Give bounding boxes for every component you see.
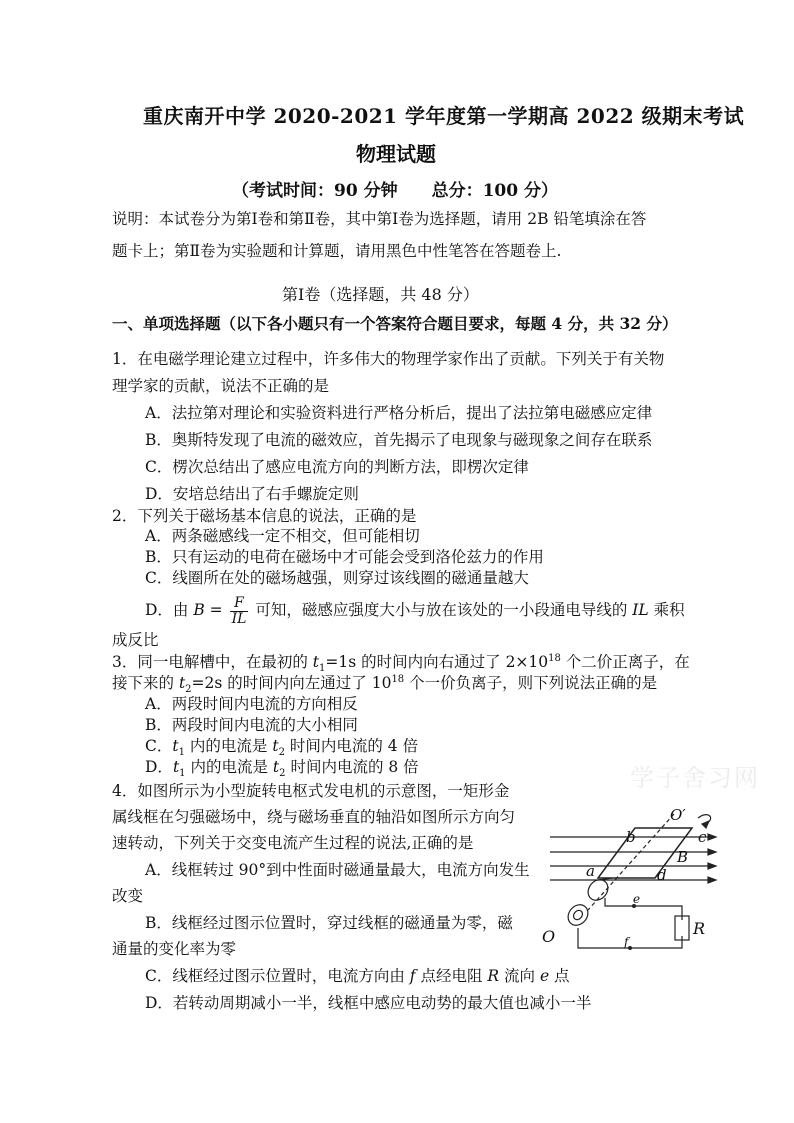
label-c: c — [698, 828, 707, 846]
q2-option-d — [145, 590, 685, 630]
q3-s2a: 接下来的 — [112, 674, 179, 692]
q2-d-eq: = — [204, 601, 228, 619]
q1-option-a: A．法拉第对理论和实验资料进行严格分析后，提出了法拉第电磁感应定律 — [145, 404, 653, 422]
q3-d-s2: 2 — [279, 768, 286, 780]
q4-c-mid2: 流向 — [499, 967, 540, 985]
generator-diagram — [530, 800, 730, 960]
label-o-prime: O′ — [670, 806, 686, 824]
q3-c-t1: t — [172, 737, 179, 755]
label-o: O — [542, 927, 556, 946]
circuit-wire-top — [605, 898, 682, 920]
q4-option-b-line-2: 通量的变化率为零 — [112, 940, 237, 958]
q4-option-c — [145, 965, 570, 987]
q1-option-b: B．奥斯特发现了电流的磁效应，首先揭示了电现象与磁现象之间存在联系 — [145, 431, 653, 449]
q4-option-a-line-1: A．线框转过 90°到中性面时磁通量最大，电流方向发生 — [145, 861, 530, 879]
q2-d-b: B — [193, 601, 205, 619]
q3-d-end: 时间内电流的 8 倍 — [285, 758, 419, 776]
q3-d-pre: D． — [145, 758, 173, 776]
label-d: d — [657, 866, 667, 884]
q3-option-b: B．两段时间内电流的大小相同 — [145, 716, 358, 734]
q2-option-b: B．只有运动的电荷在磁场中才可能会受到洛伦兹力的作用 — [145, 548, 544, 566]
label-field-b: B — [677, 848, 689, 866]
q3-d-t2: t — [272, 758, 280, 776]
label-f: f — [624, 935, 629, 949]
q3-stem-line-1 — [112, 651, 690, 673]
q2-stem: 2．下列关于磁场基本信息的说法，正确的是 — [112, 507, 417, 525]
q4-stem-line-2: 属线框在匀强磁场中，绕与磁场垂直的轴沿如图所示方向匀 — [112, 808, 516, 826]
q3-s2c: 2 — [185, 684, 192, 696]
q3-option-c — [145, 735, 418, 757]
circuit-wire-bottom — [578, 928, 682, 948]
slip-ring — [564, 901, 592, 929]
q3-s1a: 3．同一电解槽中，在最初的 — [112, 653, 313, 671]
q4-c-mid: 点经电阻 — [415, 967, 488, 985]
q3-c-s2: 2 — [278, 747, 285, 759]
slip-ring-inner — [572, 909, 585, 922]
q2-option-c: C．线圈所在处的磁场越强，则穿过该线圈的磁通量越大 — [145, 569, 529, 587]
q3-c-end: 时间内电流的 4 倍 — [284, 737, 419, 755]
q2-option-d-cont: 成反比 — [112, 631, 159, 649]
part-heading: 一、单项选择题（以下各小题只有一个答案符合题目要求，每题 4 分，共 32 分） — [112, 314, 678, 333]
q4-option-b-line-1: B．线框经过图示位置时，穿过线框的磁通量为零，磁 — [145, 914, 513, 932]
exam-title: 重庆南开中学 2020-2021 学年度第一学期高 2022 级期末考试 — [143, 104, 745, 128]
q3-s2e: 18 — [391, 673, 405, 685]
instructions-line-1: 说明：本试卷分为第Ⅰ卷和第Ⅱ卷，其中第Ⅰ卷为选择题，请用 2B 铅笔填涂在答 — [112, 210, 647, 228]
q3-s1b: t — [312, 653, 320, 671]
q4-stem-line-3: 速转动，下列关于交变电流产生过程的说法,正确的是 — [112, 834, 474, 852]
formula-fraction — [230, 596, 249, 627]
q3-c-s1: 1 — [178, 747, 185, 759]
q3-option-d — [145, 756, 419, 778]
label-r: R — [693, 919, 706, 938]
q2-option-a: A．两条磁感线一定不相交，但可能相切 — [145, 527, 420, 545]
node-f — [628, 946, 632, 950]
q1-option-c: C．楞次总结出了感应电流方向的判断方法，即楞次定律 — [145, 458, 529, 476]
q4-c-e: e — [539, 967, 550, 985]
arrow-head — [708, 834, 716, 840]
q3-c-mid: 内的电流是 — [184, 737, 273, 755]
q3-s2b: t — [178, 674, 186, 692]
watermark: 学子舍习网 — [630, 764, 760, 792]
q1-stem-line-1: 1．在电磁学理论建立过程中，许多伟大的物理学家作出了贡献。下列关于有关物 — [112, 350, 665, 368]
q1-option-d: D．安培总结出了右手螺旋定则 — [145, 485, 359, 503]
q4-c-f: f — [409, 967, 416, 985]
volume-heading: 第Ⅰ卷（选择题，共 48 分） — [282, 285, 479, 304]
q3-option-a: A．两段时间内电流的方向相反 — [145, 695, 358, 713]
label-a: a — [586, 862, 595, 880]
exam-time: （考试时间：90 分钟 总分：100 分） — [232, 181, 558, 201]
q3-s1f: 个二价正离子，在 — [560, 653, 690, 671]
q2-d-il: IL — [632, 601, 649, 619]
q4-c-pre: C．线框经过图示位置时，电流方向由 — [145, 967, 410, 985]
q2-d-prefix: D．由 — [145, 601, 194, 619]
q3-c-t2: t — [272, 737, 279, 755]
q2-d-text: 可知，磁感应强度大小与放在该处的一小段通电导线的 — [250, 601, 633, 619]
q4-c-r: R — [487, 967, 500, 985]
arrow-head — [708, 849, 716, 855]
exam-subject: 物理试题 — [356, 142, 436, 166]
q2-d-end: 乘积 — [648, 601, 685, 619]
q3-s2f: 个一价负离子，则下列说法正确的是 — [404, 674, 658, 692]
fraction-numerator: F — [230, 596, 249, 612]
q4-option-a-line-2: 改变 — [112, 887, 144, 905]
q4-option-d: D．若转动周期减小一半，线框中感应电动势的最大值也减小一半 — [145, 994, 592, 1012]
q3-s1c: 1 — [319, 663, 326, 675]
arrow-head — [708, 877, 716, 883]
q3-d-t1: t — [172, 758, 180, 776]
q3-s1e: 18 — [548, 652, 561, 664]
arrow-head — [708, 863, 716, 869]
q3-c-pre: C． — [145, 737, 173, 755]
q4-c-end: 点 — [549, 967, 570, 985]
arrow-head — [702, 821, 709, 828]
q3-s2d: =2s 的时间内向左通过了 10 — [191, 674, 392, 692]
label-e: e — [633, 892, 641, 906]
q1-stem-line-2: 理学家的贡献，说法不正确的是 — [112, 377, 330, 395]
q3-d-mid: 内的电流是 — [185, 758, 273, 776]
q3-stem-line-2 — [112, 672, 657, 694]
q3-d-s1: 1 — [179, 768, 186, 780]
label-b: b — [626, 828, 636, 846]
q3-s1d: =1s 的时间内向右通过了 2×10 — [325, 653, 549, 671]
q4-stem-line-1: 4．如图所示为小型旋转电枢式发电机的示意图，一矩形金 — [112, 782, 510, 800]
instructions-line-2: 题卡上；第Ⅱ卷为实验题和计算题，请用黑色中性笔答在答题卷上. — [112, 242, 562, 260]
fraction-denominator: IL — [231, 610, 247, 627]
